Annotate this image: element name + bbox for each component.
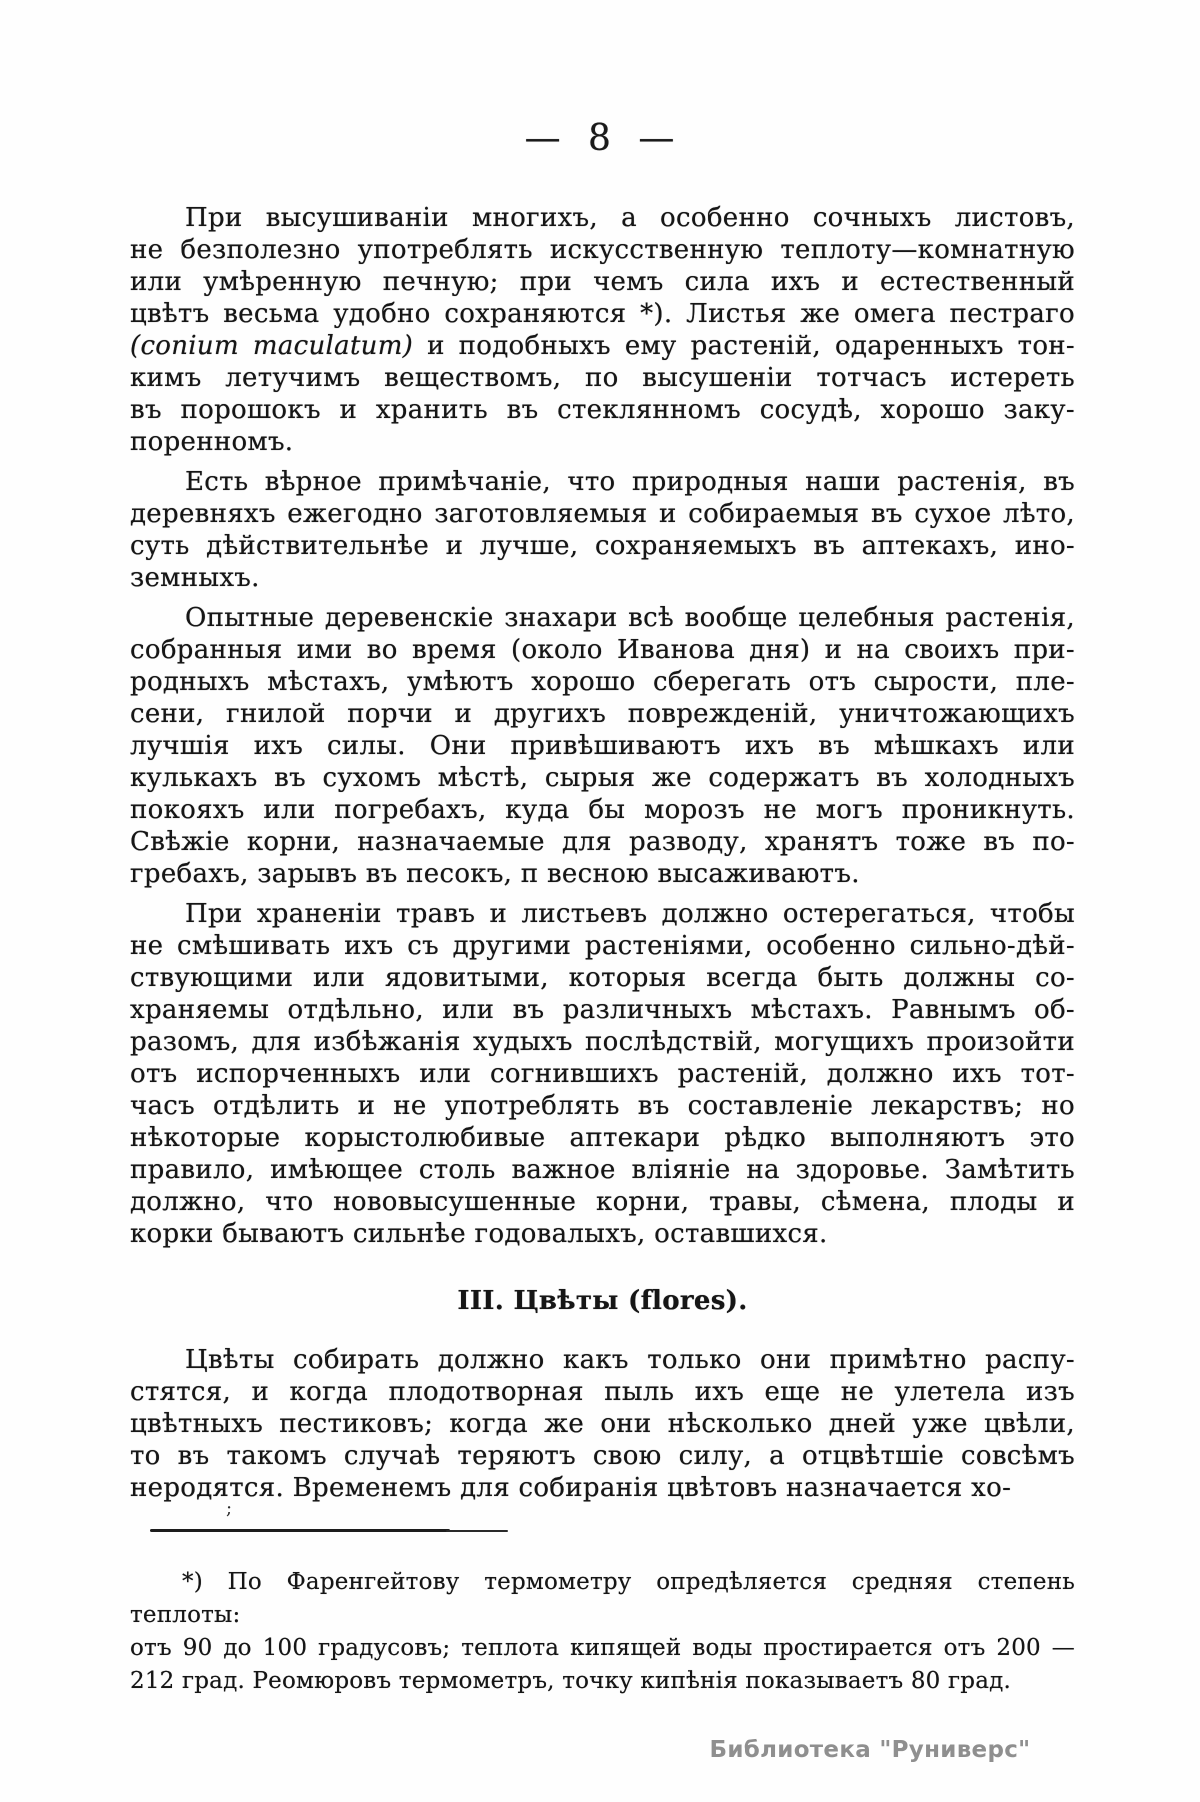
text-line: неродятся. Временемъ для собиранія цвѣтовъ назначается хо- (130, 1473, 1012, 1503)
text-line (130, 330, 1075, 362)
text-line: кулькахъ въ сухомъ мѣстѣ, сырыя же содержатъ въ холодныхъ (130, 763, 1075, 793)
text-line: или умѣренную печную; при чемъ сила ихъ и естественный (130, 267, 1075, 297)
text-line: собранныя ими во время (около Иванова дня) и на своихъ при- (130, 635, 1075, 665)
text-line: Свѣжіе корни, назначаемые для разводу, хранятъ тоже въ по- (130, 827, 1075, 857)
text-line: разомъ, для избѣжанія худыхъ послѣдствій, могущихъ произойти (130, 1027, 1075, 1057)
paragraph-storage (130, 898, 1075, 1250)
footnote-separator (150, 1529, 450, 1532)
text-line: При высушиваніи многихъ, а особенно сочныхъ листовъ, (185, 203, 1075, 233)
text-line: сени, гнилой порчи и другихъ поврежденій, уничтожающихъ (130, 699, 1075, 729)
text-line: не смѣшивать ихъ съ другими растеніями, особенно сильно-дѣй- (130, 931, 1075, 961)
text-line: поренномъ. (130, 427, 294, 457)
text-line: отъ 90 до 100 градусовъ; теплота кипящей воды простирается отъ 200 — (130, 1635, 1075, 1661)
paragraph-note (130, 466, 1075, 594)
footnote (130, 1566, 1075, 1698)
text-line: не безполезно употреблять искусственную теплоту—комнатную (130, 235, 1075, 265)
text-line: ствующими или ядовитыми, которыя всегда быть должны со- (130, 963, 1075, 993)
library-watermark: Библиотека "Руниверс" (709, 1737, 1031, 1763)
text-line: Опытные деревенскіе знахари всѣ вообще целебныя растенія, (185, 603, 1075, 633)
page-number: — 8 — (524, 118, 676, 159)
body-text (130, 202, 1075, 1504)
text-segment: и подобныхъ ему растеній, одаренныхъ тон- (427, 331, 1075, 361)
text-line: цвѣтныхъ пестиковъ; когда же они нѣсколько дней уже цвѣли, (130, 1409, 1075, 1439)
ink-speck: ; (226, 1498, 233, 1519)
footnote-separator-tail (446, 1530, 508, 1532)
text-line: храняемы отдѣльно, или въ различныхъ мѣстахъ. Равнымъ об- (130, 995, 1075, 1025)
text-line: суть дѣйствительнѣе и лучше, сохраняемыхъ въ аптекахъ, ино- (130, 531, 1075, 561)
text-line: *) По Фаренгейтову термометру опредѣляется средняя степень теплоты: (130, 1569, 1075, 1628)
text-line: нѣкоторые корыстолюбивые аптекари рѣдко выполняютъ это (130, 1123, 1075, 1153)
text-line: отъ испорченныхъ или согнившихъ растеній, должно ихъ тот- (130, 1059, 1075, 1089)
text-line: должно, что нововысушенные корни, травы, сѣмена, плоды и (130, 1187, 1075, 1217)
text-line: стятся, и когда плодотворная пыль ихъ еще не улетела изъ (130, 1377, 1075, 1407)
text-line: 212 град. Реомюровъ термометръ, точку кипѣнія показываетъ 80 град. (130, 1668, 1011, 1694)
text-line: Есть вѣрное примѣчаніе, что природныя наши растенія, въ (185, 467, 1075, 497)
text-line: деревняхъ ежегодно заготовляемыя и собираемыя въ сухое лѣто, (130, 499, 1075, 529)
text-line: часъ отдѣлить и не употреблять въ составленіе лекарствъ; но (130, 1091, 1075, 1121)
text-line: кимъ летучимъ веществомъ, по высушеніи тотчасъ истереть (130, 363, 1075, 393)
text-line: земныхъ. (130, 563, 260, 593)
text-line: правило, имѣющее столь важное вліяніе на здоровье. Замѣтить (130, 1155, 1075, 1185)
text-line: покояхъ или погребахъ, куда бы морозъ не могъ проникнуть. (130, 795, 1075, 825)
paragraph-drying (130, 202, 1075, 458)
text-line: гребахъ, зарывъ въ песокъ, п весною высаживаютъ. (130, 859, 860, 889)
text-line: въ порошокъ и хранить въ стеклянномъ сосудѣ, хорошо заку- (130, 395, 1075, 425)
text-line: корки бываютъ сильнѣе годовалыхъ, оставшихся. (130, 1219, 828, 1249)
text-line: При храненіи травъ и листьевъ должно остерегаться, чтобы (185, 899, 1075, 929)
paragraph-flowers (130, 1344, 1075, 1504)
text-line: цвѣтъ весьма удобно сохраняются *). Листья же омега пестраго (130, 299, 1075, 329)
paragraph-healers (130, 602, 1075, 890)
section-heading: III. Цвѣты (flores). (457, 1286, 748, 1316)
text-line: Цвѣты собирать должно какъ только они примѣтно распу- (185, 1345, 1075, 1375)
latin-botanical-name: (conium maculatum) (130, 331, 414, 361)
text-line: родныхъ мѣстахъ, умѣютъ хорошо сберегать отъ сырости, пле- (130, 667, 1075, 697)
text-line: лучшія ихъ силы. Они привѣшиваютъ ихъ въ мѣшкахъ или (130, 731, 1075, 761)
text-line: то въ такомъ случаѣ теряютъ свою силу, а отцвѣтшіе совсѣмъ (130, 1441, 1075, 1471)
